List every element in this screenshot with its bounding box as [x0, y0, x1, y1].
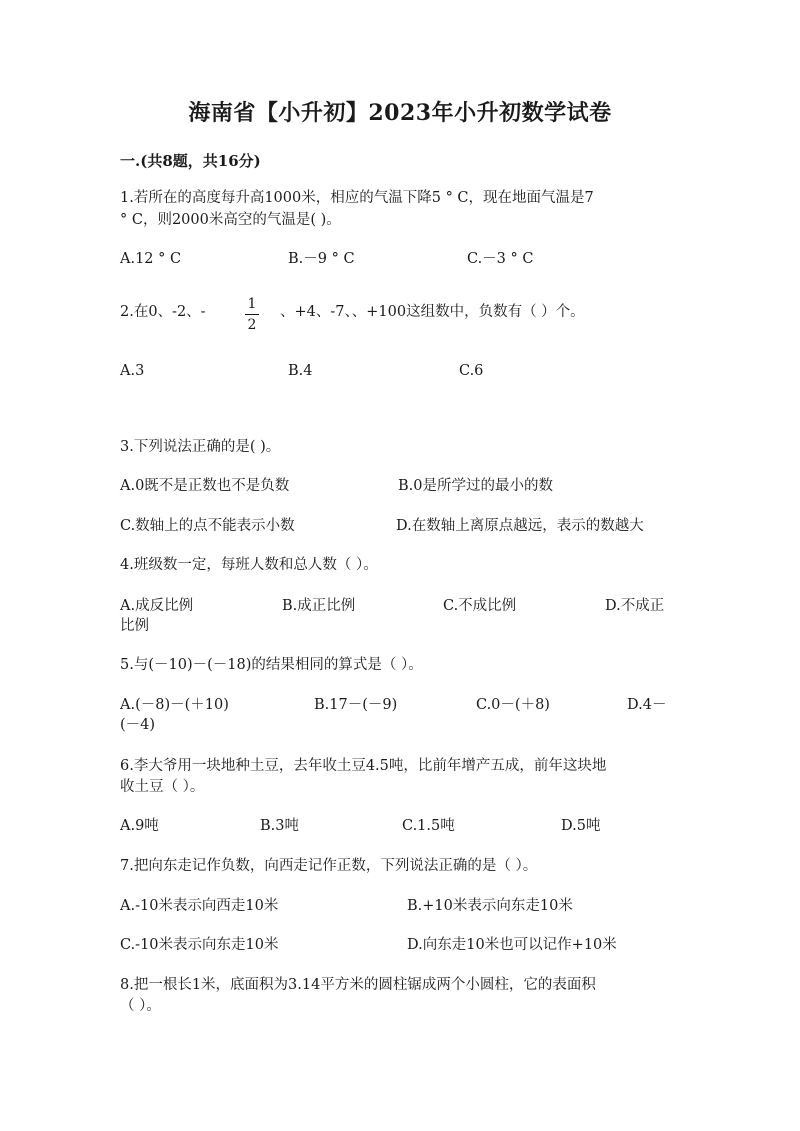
q2-fraction [242, 296, 262, 333]
q3-option-d: D.在数轴上离原点越远，表示的数越大 [396, 518, 644, 534]
q6-option-c: C.1.5吨 [402, 818, 455, 834]
q8-stem-line1: 8.把一根长1米，底面积为3.14平方米的圆柱锯成两个小圆柱，它的表面积 [120, 977, 596, 993]
q4-option-c: C.不成比例 [443, 598, 517, 614]
q5-option-d-continued: (－4) [120, 717, 156, 733]
q7-option-b: B.+10米表示向东走10米 [407, 898, 573, 914]
q2-option-b: B.4 [288, 363, 313, 379]
q4-option-b: B.成正比例 [282, 598, 356, 614]
q2-stem-after: 、+4、-7、、+100这组数中，负数有（ ）个。 [280, 304, 585, 320]
q4-stem: 4.班级数一定，每班人数和总人数（ ）。 [120, 557, 378, 573]
page-title: 海南省【小升初】2023年小升初数学试卷 [188, 100, 612, 126]
q4-option-d: D.不成正 [605, 598, 665, 614]
q1-option-c: C.－3 ° C [467, 251, 534, 267]
q5-stem: 5.与(－10)－(－18)的结果相同的算式是（ ）。 [120, 657, 423, 673]
q2-fraction-numerator: 1 [247, 296, 257, 312]
fraction-bar [245, 314, 259, 315]
section-heading: 一.(共8题，共16分) [120, 152, 261, 170]
q7-option-a: A.-10米表示向西走10米 [120, 898, 279, 914]
q1-option-a: A.12 ° C [120, 251, 182, 267]
q3-option-b: B.0是所学过的最小的数 [398, 478, 553, 494]
q8-stem-line2: （ ）。 [120, 998, 161, 1014]
q6-option-a: A.9吨 [120, 818, 159, 834]
q3-stem: 3.下列说法正确的是( )。 [120, 439, 281, 455]
q6-stem-line1: 6.李大爷用一块地种土豆，去年收土豆4.5吨，比前年增产五成，前年这块地 [120, 758, 607, 774]
q2-fraction-denominator: 2 [247, 317, 257, 333]
q6-stem-line2: 收土豆（ ）。 [120, 779, 205, 795]
q5-option-a: A.(－8)－(＋10) [120, 697, 229, 713]
q5-option-d: D.4－ [627, 697, 667, 713]
q3-option-a: A.0既不是正数也不是负数 [120, 478, 290, 494]
q6-option-d: D.5吨 [561, 818, 601, 834]
q2-option-c: C.6 [459, 363, 484, 379]
q7-option-c: C.-10米表示向东走10米 [120, 937, 279, 953]
q5-option-b: B.17－(－9) [314, 697, 398, 713]
q2-stem-before: 2.在0、-2、- [120, 304, 206, 320]
q7-stem: 7.把向东走记作负数，向西走记作正数，下列说法正确的是（ ）。 [120, 858, 538, 874]
q6-option-b: B.3吨 [260, 818, 299, 834]
q5-option-c: C.0－(＋8) [476, 697, 550, 713]
q2-option-a: A.3 [120, 363, 145, 379]
q3-option-c: C.数轴上的点不能表示小数 [120, 518, 295, 534]
q4-option-a: A.成反比例 [120, 598, 194, 614]
q1-stem-line2: ° C，则2000米高空的气温是( )。 [120, 212, 341, 228]
q4-option-d-continued: 比例 [120, 618, 149, 634]
q7-option-d: D.向东走10米也可以记作+10米 [407, 937, 617, 953]
q1-option-b: B.－9 ° C [288, 251, 355, 267]
q1-stem-line1: 1.若所在的高度每升高1000米，相应的气温下降5 ° C，现在地面气温是7 [120, 190, 594, 206]
